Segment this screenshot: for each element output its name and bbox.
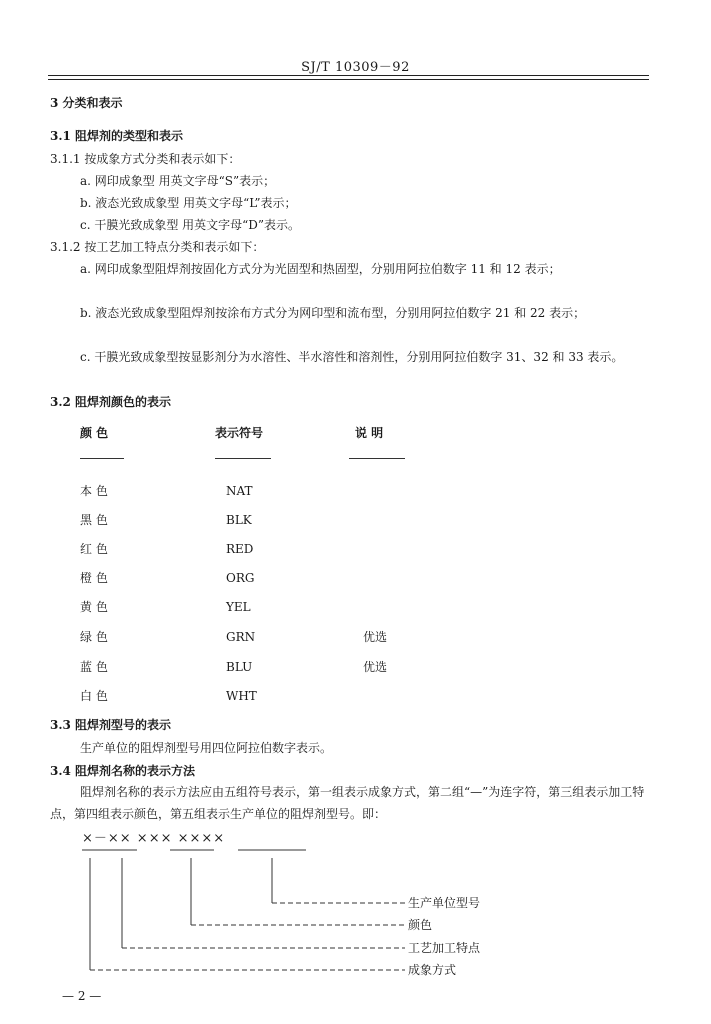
table-row-note: 优选 [363,630,388,644]
table-row-symbol: ORG [226,571,255,585]
diagram-label-model: 生产单位型号 [408,896,481,910]
table-row-note: 优选 [363,660,388,674]
designation-format: ×－×× ××× ×××× [82,831,226,846]
table-row-color: 绿 色 [80,630,108,644]
table-row-symbol: GRN [226,630,256,644]
imaging-type-a: a. 网印成象型 用英文字母“S”表示； [80,174,276,188]
color-header: 颜 色 [80,426,109,440]
section-3-4-text: 阻焊剂名称的表示方法应由五组符号表示，第一组表示成象方式，第二组“—”为连字符，第三组表示加工特点，第四组表示颜色，第五组表示生产单位的阻焊剂型号。即： [50,785,645,821]
imaging-type-c: c. 干膜光致成象型 用英文字母“D”表示。 [80,218,301,232]
table-row-symbol: NAT [226,484,253,498]
diagram-label-imaging: 成象方式 [408,963,457,977]
table-row-color: 蓝 色 [80,660,108,674]
table-row-color: 黑 色 [80,513,108,527]
page-number: — 2 — [62,989,102,1003]
table-row-color: 黄 色 [80,600,108,614]
table-row-symbol: BLU [226,660,253,674]
running-header: SJ/T 10309－92 [301,60,410,75]
imaging-type-b: b. 液态光致成象型 用英文字母“L”表示； [80,196,297,210]
table-row-color: 橙 色 [80,571,108,585]
table-row-symbol: RED [226,542,254,556]
table-row-color: 本 色 [80,484,108,498]
process-item-a: a. 网印成象型阻焊剂按固化方式分为光固型和热固型，分别用阿拉伯数字 11 和 12 表示； [80,262,561,276]
table-row-color: 白 色 [80,689,108,703]
section-3-1-1-title: 3.1.1 按成象方式分类和表示如下： [50,152,241,166]
section-3-title: 3 分类和表示 [50,96,123,110]
diagram-label-process: 工艺加工特点 [408,941,481,955]
section-3-3-text: 生产单位的阻焊剂型号用四位阿拉伯数字表示。 [80,741,333,755]
section-3-1-title: 3.1 阻焊剂的类型和表示 [50,129,184,143]
table-row-symbol: YEL [226,600,251,614]
section-3-1-2-title: 3.1.2 按工艺加工特点分类和表示如下： [50,240,265,254]
table-row-symbol: WHT [226,689,257,703]
section-3-2-title: 3.2 阻焊剂颜色的表示 [50,395,172,409]
symbol-header: 表示符号 [215,426,264,440]
table-row-color: 红 色 [80,542,108,556]
table-row-symbol: BLK [226,513,252,527]
diagram-label-color: 颜色 [408,918,433,932]
section-3-4-title: 3.4 阻焊剂名称的表示方法 [50,764,196,778]
process-item-c: c. 干膜光致成象型按显影剂分为水溶性、半水溶性和溶剂性，分别用阿拉伯数字 31、32 和 33 表示。 [80,350,624,364]
section-3-3-title: 3.3 阻焊剂型号的表示 [50,718,172,732]
process-item-b: b. 液态光致成象型阻焊剂按涂布方式分为网印型和流布型，分别用阿拉伯数字 21 和 22 表示； [80,306,586,320]
note-header: 说 明 [355,426,384,440]
